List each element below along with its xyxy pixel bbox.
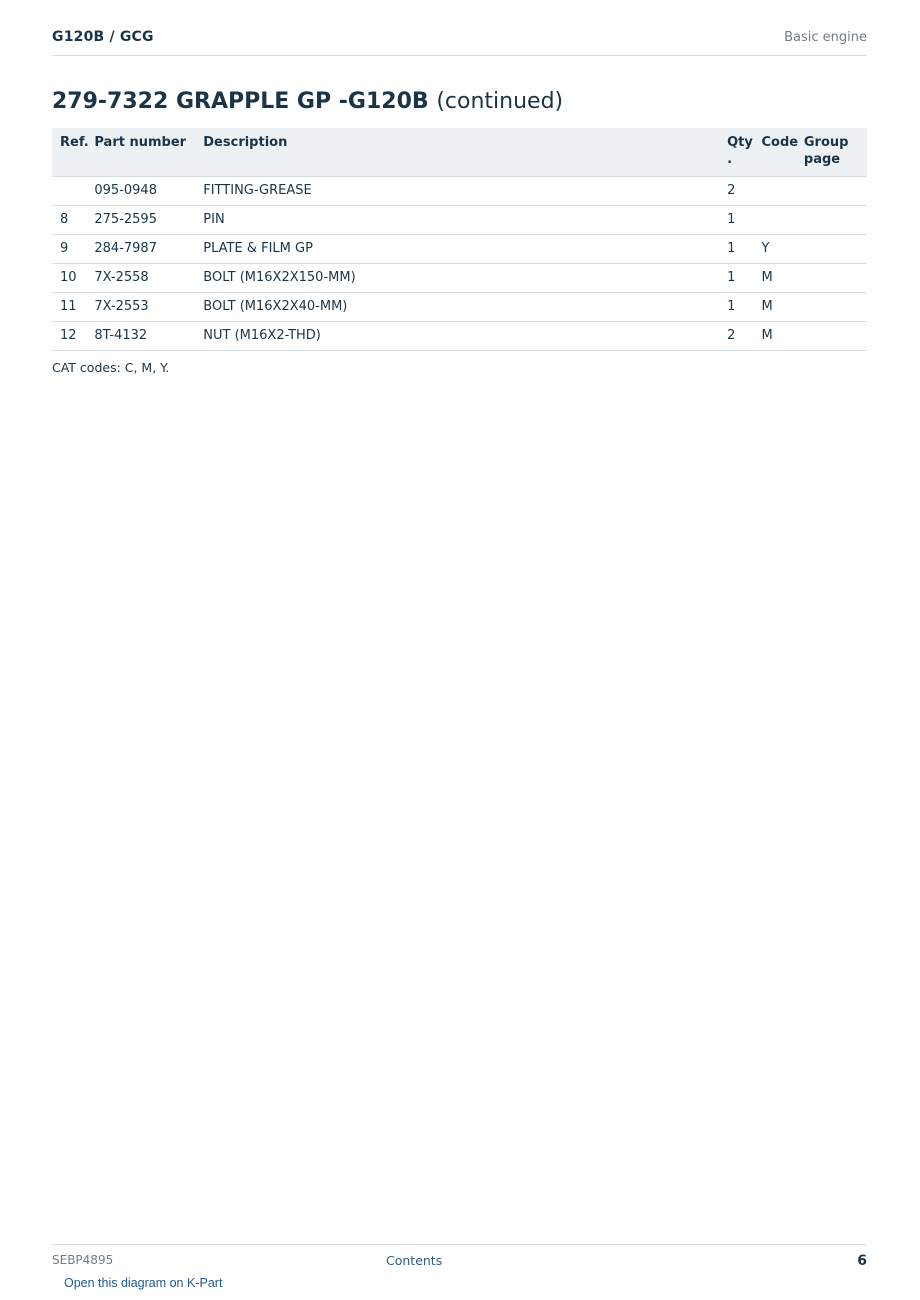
table-row: [52, 235, 867, 264]
cell-qty: 1: [719, 293, 753, 322]
column-header-ref: Ref.: [52, 128, 86, 177]
cell-group-page: [796, 293, 867, 322]
column-header-part-number: Part number: [86, 128, 195, 177]
cell-ref: 8: [52, 206, 86, 235]
table-row: [52, 206, 867, 235]
cell-qty: 2: [719, 322, 753, 351]
cell-description: PLATE & FILM GP: [195, 235, 719, 264]
cell-group-page: [796, 264, 867, 293]
column-header-group-page: [796, 128, 867, 177]
contents-link[interactable]: Contents: [386, 1253, 443, 1268]
cell-code: M: [753, 322, 795, 351]
table-header-row: [52, 128, 867, 177]
column-header-description: Description: [195, 128, 719, 177]
cell-description: BOLT (M16X2X150-MM): [195, 264, 719, 293]
page-number: 6: [857, 1253, 867, 1269]
cell-ref: 9: [52, 235, 86, 264]
title-suffix: (continued): [436, 89, 564, 114]
column-header-qty-line1: Qty: [727, 135, 753, 150]
cell-part-number: 284-7987: [86, 235, 195, 264]
cell-ref: 12: [52, 322, 86, 351]
cell-description: FITTING-GREASE: [195, 177, 719, 206]
cell-code: M: [753, 293, 795, 322]
section-name: Basic engine: [784, 30, 867, 45]
title-main: 279-7322 GRAPPLE GP -G120B: [52, 89, 429, 114]
cell-part-number: 7X-2558: [86, 264, 195, 293]
cell-qty: 1: [719, 206, 753, 235]
table-body: [52, 177, 867, 351]
column-header-group-page-line1: Group: [803, 135, 849, 150]
cell-part-number: 275-2595: [86, 206, 195, 235]
parts-table: [52, 128, 867, 351]
cell-qty: 1: [719, 264, 753, 293]
cell-group-page: [796, 206, 867, 235]
page-footer: [52, 1244, 867, 1275]
column-header-group-page-line2: page: [803, 152, 841, 167]
page-title: [52, 89, 563, 114]
column-header-code: Code: [753, 128, 795, 177]
cell-code: [753, 177, 795, 206]
page-header: [52, 28, 867, 56]
cell-ref: 11: [52, 293, 86, 322]
table-row: [52, 293, 867, 322]
cell-group-page: [796, 322, 867, 351]
cell-qty: 1: [719, 235, 753, 264]
cell-description: BOLT (M16X2X40-MM): [195, 293, 719, 322]
table-header: [52, 128, 867, 177]
cell-description: PIN: [195, 206, 719, 235]
table-row: [52, 177, 867, 206]
open-diagram-link[interactable]: Open this diagram on K-Part: [64, 1276, 223, 1290]
cell-code: Y: [753, 235, 795, 264]
cell-code: [753, 206, 795, 235]
cell-ref: 10: [52, 264, 86, 293]
document-number: SEBP4895: [52, 1253, 114, 1267]
cell-ref: [52, 177, 86, 206]
cell-code: M: [753, 264, 795, 293]
model-code: G120B / GCG: [52, 29, 154, 45]
cell-part-number: 8T-4132: [86, 322, 195, 351]
cell-group-page: [796, 177, 867, 206]
column-header-qty: [719, 128, 753, 177]
table-row: [52, 264, 867, 293]
cell-description: NUT (M16X2-THD): [195, 322, 719, 351]
column-header-qty-line2: .: [727, 152, 733, 167]
cell-part-number: 7X-2553: [86, 293, 195, 322]
cell-part-number: 095-0948: [86, 177, 195, 206]
cell-group-page: [796, 235, 867, 264]
cat-codes-note: CAT codes: C, M, Y.: [52, 360, 170, 375]
cell-qty: 2: [719, 177, 753, 206]
table-row: [52, 322, 867, 351]
